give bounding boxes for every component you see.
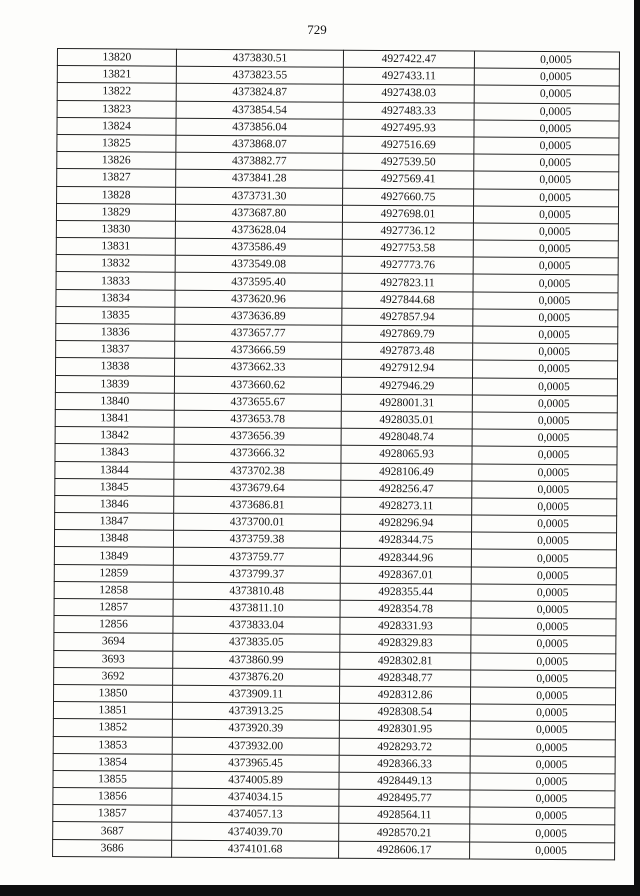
point-number-cell: 12856 [54,616,173,634]
tolerance-cell: 0,0005 [470,687,615,705]
y-coordinate-cell: 4928366.33 [339,755,470,773]
point-number-cell: 12859 [54,564,173,582]
x-coordinate-cell: 4373913.25 [172,702,339,720]
point-number-cell: 13846 [55,495,174,513]
x-coordinate-cell: 4373882.77 [176,152,343,170]
point-number-cell: 13821 [57,66,176,84]
x-coordinate-cell: 4373660.62 [174,376,341,394]
point-number-cell: 13853 [53,736,172,754]
point-number-cell: 13820 [57,49,176,67]
point-number-cell: 13826 [57,152,176,170]
y-coordinate-cell: 4927483.33 [343,102,474,120]
x-coordinate-cell: 4373876.20 [173,668,340,686]
y-coordinate-cell: 4928331.93 [340,617,471,635]
x-coordinate-cell: 4373731.30 [176,187,343,205]
point-number-cell: 13828 [57,186,176,204]
point-number-cell: 13834 [56,289,175,307]
point-number-cell: 13841 [55,409,174,427]
x-coordinate-cell: 4373666.32 [174,445,341,463]
x-coordinate-cell: 4374101.68 [172,840,339,858]
x-coordinate-cell: 4373549.08 [175,255,342,273]
point-number-cell: 13838 [56,358,175,376]
y-coordinate-cell: 4927660.75 [343,188,474,206]
tolerance-cell: 0,0005 [474,154,619,172]
point-number-cell: 13850 [54,684,173,702]
point-number-cell: 3693 [54,650,173,668]
tolerance-cell: 0,0005 [474,103,619,121]
point-number-cell: 12858 [54,581,173,599]
y-coordinate-cell: 4928354.78 [340,600,471,618]
tolerance-cell: 0,0005 [470,824,615,842]
y-coordinate-cell: 4928344.96 [340,549,471,567]
coordinates-table [52,48,620,860]
point-number-cell: 13849 [54,547,173,565]
tolerance-cell: 0,0005 [472,360,617,378]
y-coordinate-cell: 4927844.68 [342,291,473,309]
tolerance-cell: 0,0005 [470,807,615,825]
y-coordinate-cell: 4927873.48 [342,342,473,360]
tolerance-cell: 0,0005 [470,842,615,860]
point-number-cell: 12857 [54,598,173,616]
y-coordinate-cell: 4928308.54 [339,703,470,721]
x-coordinate-cell: 4373920.39 [172,720,339,738]
y-coordinate-cell: 4928344.75 [340,531,471,549]
x-coordinate-cell: 4373835.05 [173,634,340,652]
point-number-cell: 13854 [53,753,172,771]
tolerance-cell: 0,0005 [473,223,618,241]
x-coordinate-cell: 4373653.78 [174,410,341,428]
tolerance-cell: 0,0005 [472,378,617,396]
tolerance-cell: 0,0005 [472,429,617,447]
tolerance-cell: 0,0005 [474,51,619,69]
x-coordinate-cell: 4373823.55 [176,66,343,84]
tolerance-cell: 0,0005 [471,635,616,653]
point-number-cell: 13842 [55,427,174,445]
x-coordinate-cell: 4373799.37 [173,565,340,583]
tolerance-cell: 0,0005 [474,85,619,103]
tolerance-cell: 0,0005 [471,567,616,585]
x-coordinate-cell: 4373841.28 [176,170,343,188]
tolerance-cell: 0,0005 [473,240,618,258]
tolerance-cell: 0,0005 [473,326,618,344]
point-number-cell: 3687 [53,822,172,840]
tolerance-cell: 0,0005 [473,343,618,361]
tolerance-cell: 0,0005 [473,274,618,292]
y-coordinate-cell: 4928312.86 [340,686,471,704]
point-number-cell: 13835 [56,306,175,324]
x-coordinate-cell: 4373636.89 [175,307,342,325]
tolerance-cell: 0,0005 [471,532,616,550]
point-number-cell: 13856 [53,788,172,806]
y-coordinate-cell: 4927753.58 [342,239,473,257]
tolerance-cell: 0,0005 [473,309,618,327]
tolerance-cell: 0,0005 [473,292,618,310]
x-coordinate-cell: 4373702.38 [174,462,341,480]
tolerance-cell: 0,0005 [470,773,615,791]
point-number-cell: 13837 [56,341,175,359]
tolerance-cell: 0,0005 [473,206,618,224]
y-coordinate-cell: 4928355.44 [340,583,471,601]
tolerance-cell: 0,0005 [470,721,615,739]
tolerance-cell: 0,0005 [470,756,615,774]
y-coordinate-cell: 4928065.93 [341,446,472,464]
tolerance-cell: 0,0005 [470,790,615,808]
point-number-cell: 13847 [55,513,174,531]
coordinates-table-body [53,49,620,860]
x-coordinate-cell: 4373687.80 [175,204,342,222]
y-coordinate-cell: 4928035.01 [341,411,472,429]
x-coordinate-cell: 4373854.54 [176,101,343,119]
point-number-cell: 13830 [56,220,175,238]
y-coordinate-cell: 4927946.29 [341,377,472,395]
tolerance-cell: 0,0005 [471,601,616,619]
tolerance-cell: 0,0005 [471,670,616,688]
y-coordinate-cell: 4927438.03 [343,85,474,103]
x-coordinate-cell: 4373656.39 [174,427,341,445]
y-coordinate-cell: 4928256.47 [341,480,472,498]
y-coordinate-cell: 4928301.95 [339,721,470,739]
point-number-cell: 13827 [57,169,176,187]
y-coordinate-cell: 4927773.76 [342,256,473,274]
x-coordinate-cell: 4373856.04 [176,118,343,136]
x-coordinate-cell: 4373662.33 [174,359,341,377]
y-coordinate-cell: 4928449.13 [339,772,470,790]
point-number-cell: 13836 [56,323,175,341]
x-coordinate-cell: 4373868.07 [176,135,343,153]
x-coordinate-cell: 4373686.81 [174,496,341,514]
tolerance-cell: 0,0005 [472,481,617,499]
tolerance-cell: 0,0005 [473,257,618,275]
x-coordinate-cell: 4373830.51 [176,49,343,67]
tolerance-cell: 0,0005 [470,704,615,722]
point-number-cell: 3686 [53,839,172,857]
y-coordinate-cell: 4927539.50 [343,153,474,171]
y-coordinate-cell: 4927869.79 [342,325,473,343]
tolerance-cell: 0,0005 [474,171,619,189]
tolerance-cell: 0,0005 [472,498,617,516]
x-coordinate-cell: 4373586.49 [175,238,342,256]
point-number-cell: 13829 [56,203,175,221]
x-coordinate-cell: 4373811.10 [173,599,340,617]
tolerance-cell: 0,0005 [472,412,617,430]
x-coordinate-cell: 4374057.13 [172,805,339,823]
point-number-cell: 13855 [53,770,172,788]
point-number-cell: 13852 [53,719,172,737]
x-coordinate-cell: 4373833.04 [173,616,340,634]
y-coordinate-cell: 4927516.69 [343,136,474,154]
y-coordinate-cell: 4928001.31 [341,394,472,412]
x-coordinate-cell: 4373655.67 [174,393,341,411]
x-coordinate-cell: 4373932.00 [172,737,339,755]
tolerance-cell: 0,0005 [474,120,619,138]
x-coordinate-cell: 4373965.45 [172,754,339,772]
point-number-cell: 13843 [55,444,174,462]
tolerance-cell: 0,0005 [471,618,616,636]
tolerance-cell: 0,0005 [471,584,616,602]
table-row [53,839,615,860]
y-coordinate-cell: 4928106.49 [341,463,472,481]
y-coordinate-cell: 4927422.47 [343,50,474,68]
point-number-cell: 3692 [54,667,173,685]
x-coordinate-cell: 4373620.96 [175,290,342,308]
point-number-cell: 13848 [54,530,173,548]
point-number-cell: 13823 [57,100,176,118]
y-coordinate-cell: 4928048.74 [341,428,472,446]
y-coordinate-cell: 4928273.11 [341,497,472,515]
point-number-cell: 3694 [54,633,173,651]
y-coordinate-cell: 4928570.21 [339,824,470,842]
x-coordinate-cell: 4374005.89 [172,771,339,789]
y-coordinate-cell: 4927736.12 [342,222,473,240]
y-coordinate-cell: 4928495.77 [339,789,470,807]
y-coordinate-cell: 4928302.81 [340,652,471,670]
x-coordinate-cell: 4374039.70 [172,823,339,841]
y-coordinate-cell: 4928348.77 [340,669,471,687]
tolerance-cell: 0,0005 [474,137,619,155]
x-coordinate-cell: 4373657.77 [175,324,342,342]
x-coordinate-cell: 4373666.59 [175,341,342,359]
y-coordinate-cell: 4927857.94 [342,308,473,326]
tolerance-cell: 0,0005 [474,189,619,207]
point-number-cell: 13833 [56,272,175,290]
y-coordinate-cell: 4928606.17 [339,841,470,859]
y-coordinate-cell: 4927912.94 [341,360,472,378]
x-coordinate-cell: 4373679.64 [174,479,341,497]
x-coordinate-cell: 4373628.04 [175,221,342,239]
point-number-cell: 13844 [55,461,174,479]
point-number-cell: 13831 [56,238,175,256]
x-coordinate-cell: 4374034.15 [172,788,339,806]
x-coordinate-cell: 4373759.77 [173,548,340,566]
point-number-cell: 13857 [53,805,172,823]
point-number-cell: 13840 [55,392,174,410]
y-coordinate-cell: 4928293.72 [339,738,470,756]
point-number-cell: 13822 [57,83,176,101]
point-number-cell: 13824 [57,117,176,135]
point-number-cell: 13845 [55,478,174,496]
x-coordinate-cell: 4373810.48 [173,582,340,600]
x-coordinate-cell: 4373860.99 [173,651,340,669]
x-coordinate-cell: 4373759.38 [173,530,340,548]
y-coordinate-cell: 4928296.94 [341,514,472,532]
y-coordinate-cell: 4927698.01 [342,205,473,223]
tolerance-cell: 0,0005 [472,395,617,413]
y-coordinate-cell: 4927823.11 [342,274,473,292]
point-number-cell: 13851 [53,702,172,720]
y-coordinate-cell: 4927433.11 [343,67,474,85]
tolerance-cell: 0,0005 [470,739,615,757]
tolerance-cell: 0,0005 [471,653,616,671]
x-coordinate-cell: 4373909.11 [173,685,340,703]
tolerance-cell: 0,0005 [472,515,617,533]
page-number: 729 [307,22,327,37]
tolerance-cell: 0,0005 [472,464,617,482]
point-number-cell: 13832 [56,255,175,273]
x-coordinate-cell: 4373595.40 [175,273,342,291]
point-number-cell: 13825 [57,134,176,152]
y-coordinate-cell: 4928367.01 [340,566,471,584]
tolerance-cell: 0,0005 [471,549,616,567]
y-coordinate-cell: 4927495.93 [343,119,474,137]
y-coordinate-cell: 4928564.11 [339,806,470,824]
x-coordinate-cell: 4373700.01 [174,513,341,531]
tolerance-cell: 0,0005 [472,446,617,464]
y-coordinate-cell: 4927569.41 [343,171,474,189]
tolerance-cell: 0,0005 [474,68,619,86]
point-number-cell: 13839 [55,375,174,393]
y-coordinate-cell: 4928329.83 [340,635,471,653]
x-coordinate-cell: 4373824.87 [176,84,343,102]
